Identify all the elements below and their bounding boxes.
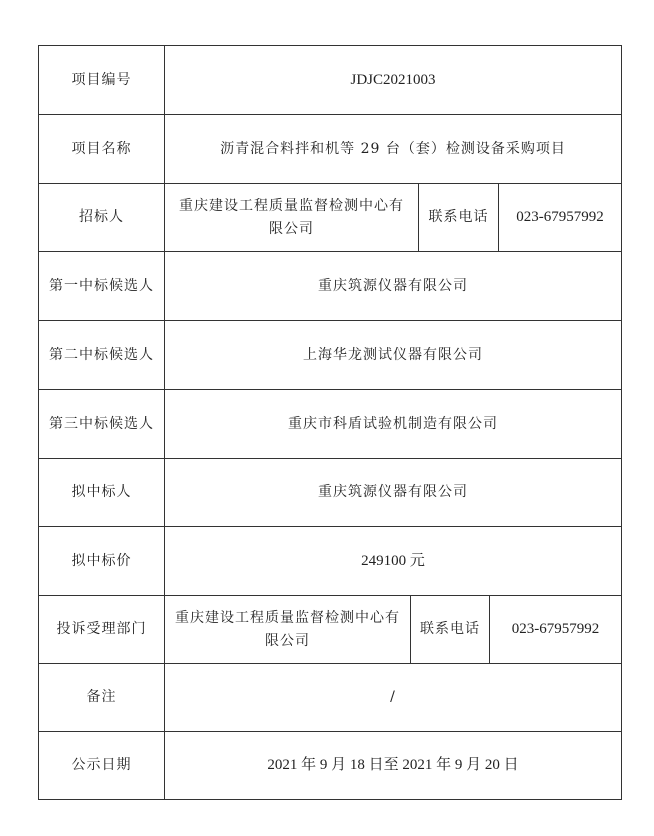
label-remarks: 备注 (39, 664, 165, 731)
label-project-no: 项目编号 (39, 46, 165, 114)
label-candidate-1: 第一中标候选人 (39, 252, 165, 320)
label-publicity-date: 公示日期 (39, 732, 165, 799)
label-tenderer-phone: 联系电话 (419, 184, 499, 251)
row-project-no (39, 46, 621, 115)
row-candidate-2 (39, 321, 621, 390)
row-candidate-3 (39, 390, 621, 459)
row-proposed-price (39, 527, 621, 596)
value-proposed-price: 249100 元 (361, 552, 425, 569)
value-proposed-winner: 重庆筑源仪器有限公司 (318, 484, 468, 500)
value-complaint-dept: 重庆建设工程质量监督检测中心有限公司 (165, 596, 411, 663)
row-remarks (39, 664, 621, 732)
row-project-name (39, 115, 621, 184)
label-project-name: 项目名称 (39, 115, 165, 183)
value-project-no: JDJC2021003 (350, 71, 436, 88)
label-proposed-price: 拟中标价 (39, 527, 165, 595)
value-project-name: 沥青混合料拌和机等 29 台（套）检测设备采购项目 (220, 140, 566, 157)
label-complaint-phone: 联系电话 (411, 596, 490, 663)
value-publicity-date: 2021 年 9 月 18 日至 2021 年 9 月 20 日 (267, 757, 519, 773)
label-candidate-2: 第二中标候选人 (39, 321, 165, 389)
label-complaint-dept: 投诉受理部门 (39, 596, 165, 663)
value-tenderer-phone: 023-67957992 (516, 209, 604, 225)
value-tenderer: 重庆建设工程质量监督检测中心有限公司 (165, 184, 419, 251)
value-complaint-phone: 023-67957992 (511, 621, 600, 637)
value-candidate-1: 重庆筑源仪器有限公司 (318, 277, 468, 294)
row-proposed-winner (39, 459, 621, 527)
row-candidate-1 (39, 252, 621, 321)
bid-result-table (38, 45, 622, 800)
row-tenderer (39, 184, 621, 252)
label-proposed-winner: 拟中标人 (39, 459, 165, 526)
row-publicity-date (39, 732, 621, 799)
label-tenderer: 招标人 (39, 184, 165, 251)
label-candidate-3: 第三中标候选人 (39, 390, 165, 458)
value-candidate-3: 重庆市科盾试验机制造有限公司 (288, 415, 498, 432)
value-candidate-2: 上海华龙测试仪器有限公司 (303, 346, 483, 363)
value-remarks: / (390, 689, 396, 705)
row-complaint-dept (39, 596, 621, 664)
